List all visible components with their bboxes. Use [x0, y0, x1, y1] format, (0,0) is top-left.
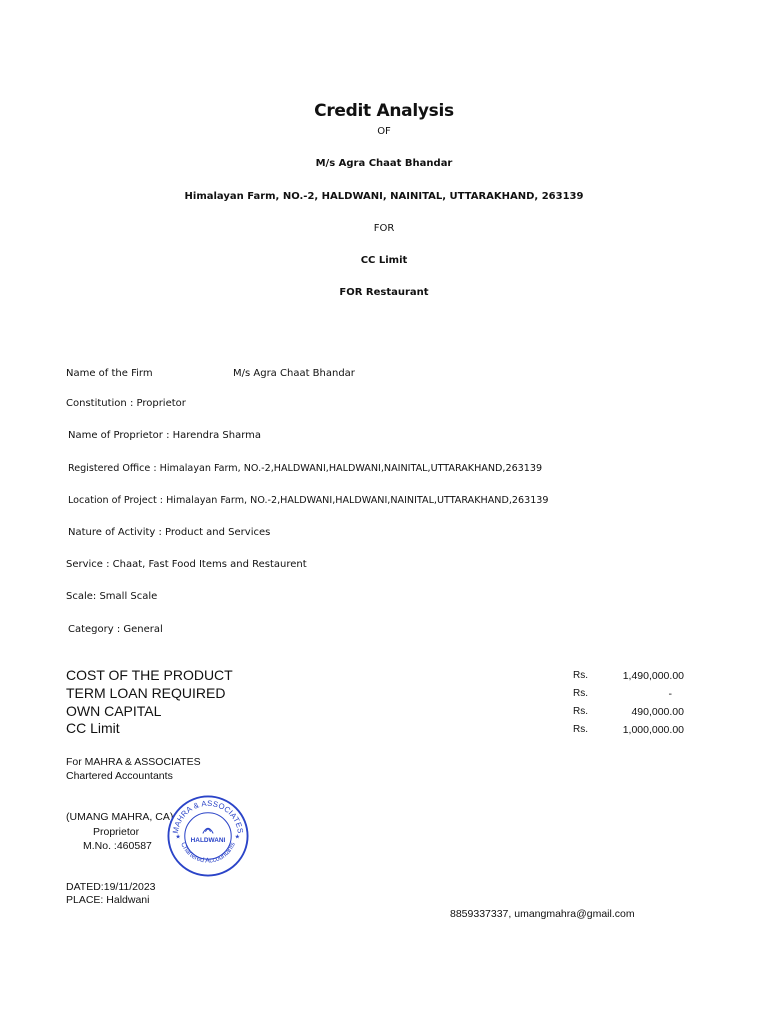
stamp-bottom-text: Chartered Accountants: [179, 841, 237, 865]
signatory-role: Proprietor: [93, 826, 140, 838]
for-label: FOR: [373, 223, 395, 234]
membership-number: M.No. :460587: [83, 840, 152, 852]
purpose-heading: FOR Restaurant: [339, 287, 429, 298]
currency-label: Rs.: [573, 688, 588, 699]
category-line: Category : General: [68, 624, 163, 635]
address-heading: Himalayan Farm, NO.-2, HALDWANI, NAINITAL, UTTARAKHAND, 263139: [184, 191, 584, 202]
location-line: Location of Project : Himalayan Farm, NO.-2,HALDWANI,HALDWANI,NAINITAL,UTTARAKHAND,263139: [68, 495, 549, 506]
currency-label: Rs.: [573, 724, 588, 735]
place-line: PLACE: Haldwani: [66, 894, 150, 906]
star-icon: ★: [234, 833, 241, 841]
financial-amount: 1,490,000.00: [622, 670, 684, 682]
nature-line: Nature of Activity : Product and Services: [68, 527, 271, 538]
facility-heading: CC Limit: [360, 255, 408, 266]
firm-name-label: Name of the Firm: [66, 368, 153, 379]
stamp-top-text: MAHRA & ASSOCIATES: [170, 798, 246, 835]
financial-amount: 490,000.00: [631, 706, 684, 718]
for-firm-line: For MAHRA & ASSOCIATES: [66, 756, 201, 768]
document-title: Credit Analysis: [314, 101, 454, 121]
flame-icon: [203, 828, 213, 833]
registered-office-line: Registered Office : Himalayan Farm, NO.-2,HALDWANI,HALDWANI,NAINITAL,UTTARAKHAND,263139: [68, 463, 543, 474]
proprietor-line: Name of Proprietor : Harendra Sharma: [68, 430, 262, 441]
signatory-name: (UMANG MAHRA, CA): [66, 811, 174, 823]
designation-line: Chartered Accountants: [66, 770, 173, 782]
firm-heading: M/s Agra Chaat Bhandar: [315, 158, 453, 169]
currency-label: Rs.: [573, 670, 588, 681]
financial-label: CC Limit: [66, 720, 120, 736]
firm-stamp: [165, 793, 251, 879]
date-line: DATED:19/11/2023: [66, 881, 156, 893]
scale-line: Scale: Small Scale: [66, 591, 158, 602]
stamp-center-text: HALDWANI: [190, 837, 226, 845]
currency-label: Rs.: [573, 706, 588, 717]
service-line: Service : Chaat, Fast Food Items and Restaurent: [66, 559, 307, 570]
of-label: OF: [377, 126, 391, 137]
contact-line: 8859337337, umangmahra@gmail.com: [450, 908, 635, 920]
firm-name-value: M/s Agra Chaat Bhandar: [233, 368, 355, 379]
star-icon: ★: [175, 833, 181, 841]
financial-amount: 1,000,000.00: [622, 724, 684, 736]
constitution-line: Constitution : Proprietor: [66, 398, 186, 409]
financial-label: TERM LOAN REQUIRED: [66, 685, 226, 701]
financial-label: OWN CAPITAL: [66, 703, 162, 719]
financial-label: COST OF THE PRODUCT: [66, 667, 233, 683]
financial-amount: -: [668, 688, 672, 700]
